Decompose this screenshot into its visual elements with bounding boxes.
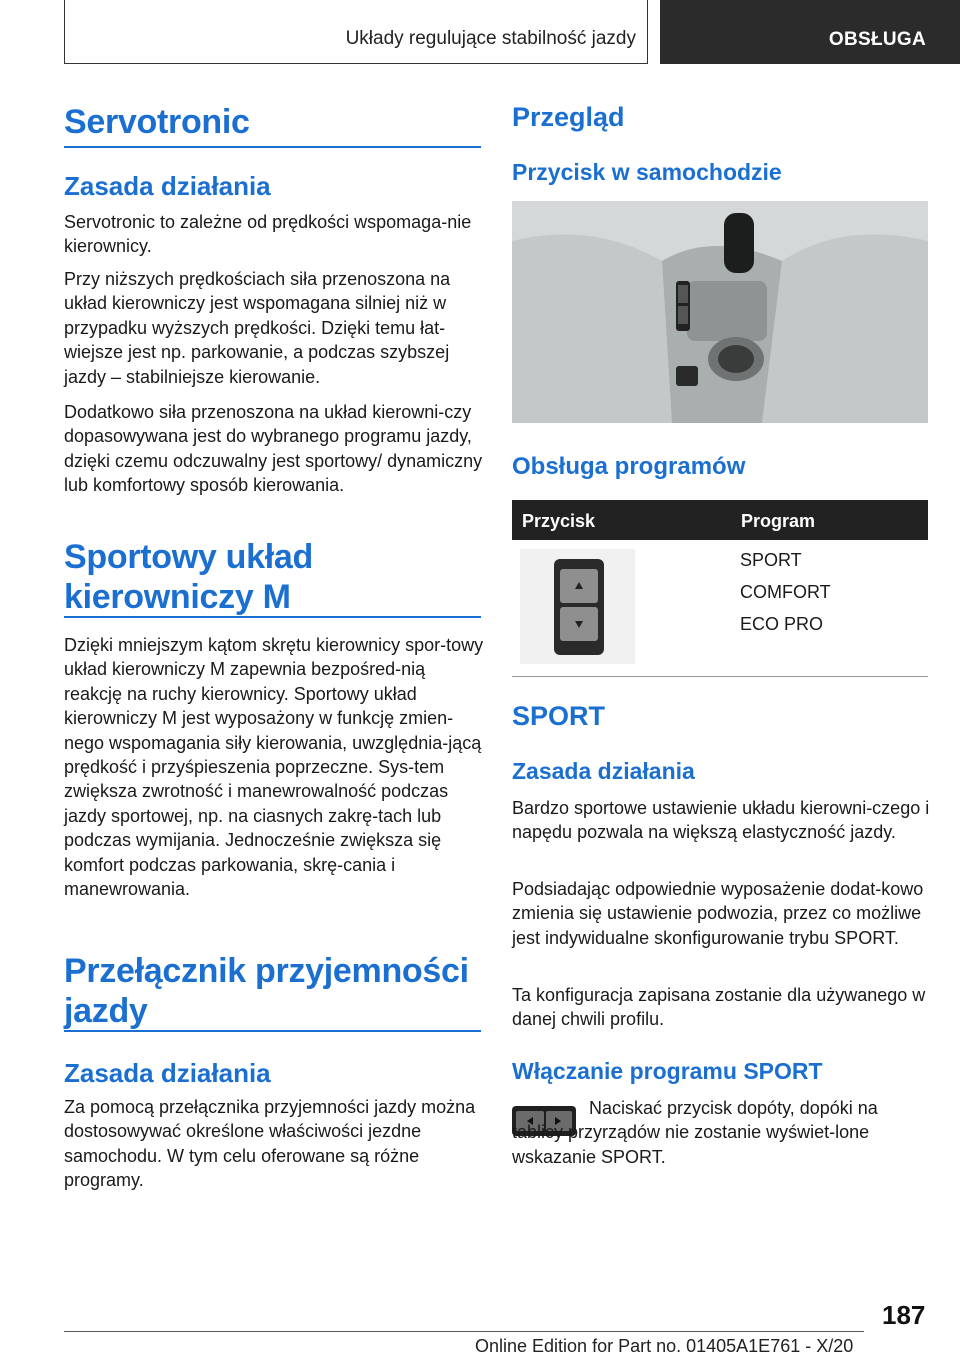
column-header-button: Przycisk: [522, 511, 596, 531]
program-item-comfort: COMFORT: [740, 582, 831, 602]
servotronic-paragraph-3: Dodatkowo siła przenoszona na układ kierowni-czy dopasowywana jest do wybranego programu jazdy, dzięki czemu odczuwalny jest sportowy/ dynamiczny lub komfortowy sposób kierowania.: [64, 402, 483, 496]
sport-subheading: Zasada działania: [512, 758, 695, 784]
footer-rule: [64, 1331, 864, 1332]
center-console-photo: [512, 201, 928, 423]
sport-paragraph-2: Podsiadając odpowiednie wyposażenie dodat-kowo zmienia się ustawienie podwozia, przez co możliwe jest indywidualne skonfigurowanie trybu SPORT.: [512, 879, 924, 948]
servotronic-subheading: Zasada działania: [64, 171, 271, 201]
table-bottom-rule: [512, 676, 928, 677]
heading-rule: [64, 1030, 481, 1032]
header-tab-label: OBSŁUGA: [828, 29, 926, 50]
heading-rule: [64, 616, 481, 618]
column-header-program: Program: [741, 511, 816, 531]
header-section-title: Układy regulujące stabilność jazdy: [345, 28, 636, 49]
overview-heading: Przegląd: [512, 102, 625, 132]
switch-heading-line-2: jazdy: [64, 992, 148, 1030]
footer-edition: Online Edition for Part no. 01405A1E761 - X/20: [475, 1336, 854, 1356]
sport-steering-heading-line-1: Sportowy układ: [64, 538, 313, 576]
enable-sport-paragraph: Naciskać przycisk dopóty, dopóki na tablicy przyrządów nie zostanie wyświet-lone wskazanie SPORT.: [512, 1098, 878, 1167]
sport-steering-heading-line-2: kierowniczy M: [64, 578, 291, 616]
heading-rule: [64, 146, 481, 148]
switch-heading-line-1: Przełącznik przyjemności: [64, 952, 469, 990]
servotronic-paragraph-1: Servotronic to zależne od prędkości wspomaga-nie kierownicy.: [64, 212, 472, 257]
programs-table-header: [512, 500, 928, 540]
servotronic-paragraph-2: Przy niższych prędkościach siła przenoszona na układ kierowniczy jest wspomagana silniej niż w przypadku wyższych prędkości. Dzięki temu łat-wiejsze jest np. parkowanie, a podczas szybszej jazdy – stabilniejsze kierowanie.: [64, 269, 451, 387]
sport-paragraph-1: Bardzo sportowe ustawienie układu kierowni-czego i napędu pozwala na większą elastyczność jazdy.: [512, 798, 930, 843]
program-item-sport: SPORT: [740, 550, 802, 570]
programs-heading: Obsługa programów: [512, 453, 746, 480]
page-number: 187: [882, 1300, 926, 1330]
program-item-eco-pro: ECO PRO: [740, 614, 824, 634]
servotronic-heading: Servotronic: [64, 103, 250, 141]
sport-steering-paragraph: Dzięki mniejszym kątom skrętu kierownicy spor-towy układ kierowniczy M zapewnia bezpośred-nią reakcję na ruchy kierownicy. Sportowy układ kierowniczy M jest wyposażony w funkcję zmien-nego wspomagania siły kierowania, uwzględnia-jącą prędkość i przyśpieszenia poprzeczne. Sys-tem zwiększa zwrotność i manewrowalność podczas jazdy sportowej, np. na ciasnych zakrę-tach lub podczas wymijania. Jednocześnie zwiększa się komfort podczas parkowania, skrę-cania i manewrowania.: [64, 635, 484, 900]
switch-subheading: Zasada działania: [64, 1058, 271, 1088]
switch-button-image: [520, 549, 635, 664]
sport-heading: SPORT: [512, 701, 606, 731]
button-in-car-subheading: Przycisk w samochodzie: [512, 159, 782, 185]
sport-paragraph-3: Ta konfiguracja zapisana zostanie dla używanego w danej chwili profilu.: [512, 985, 926, 1030]
enable-sport-subheading: Włączanie programu SPORT: [512, 1058, 823, 1084]
switch-paragraph: Za pomocą przełącznika przyjemności jazdy można dostosowywać określone właściwości jezdne samochodu. W tym celu oferowane są różne programy.: [64, 1097, 476, 1191]
